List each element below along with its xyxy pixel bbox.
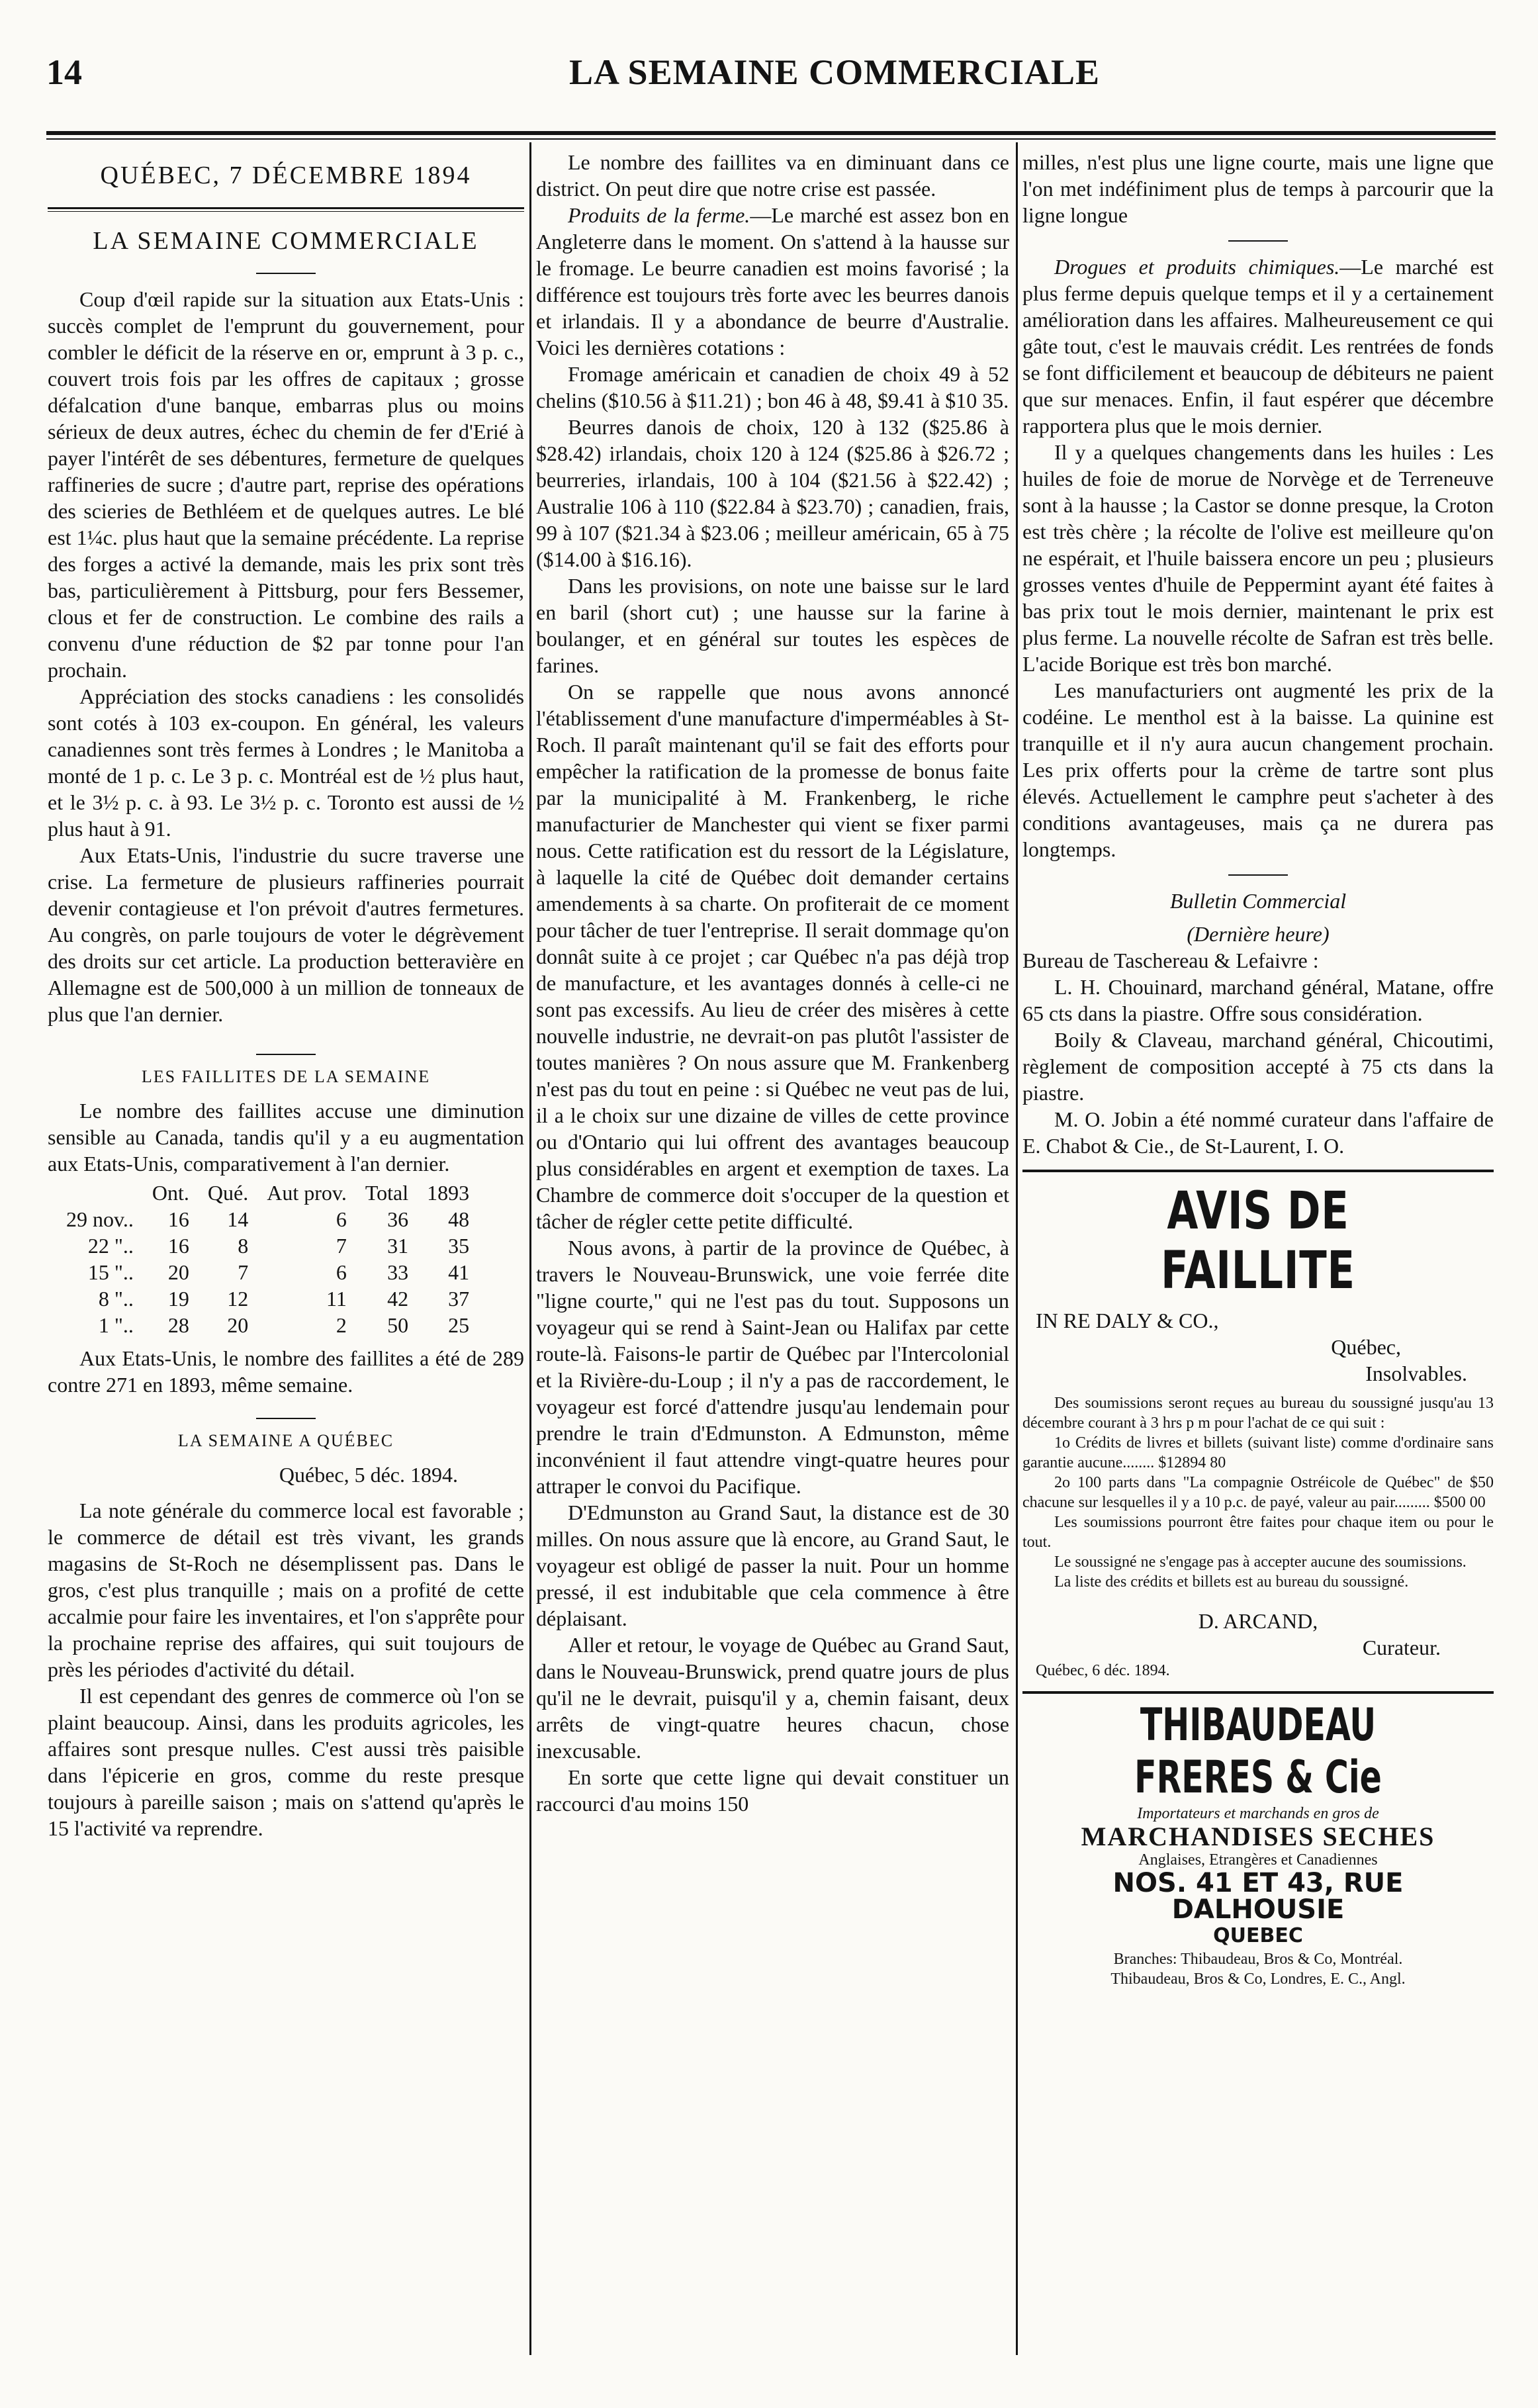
table-cell: 14: [227, 1207, 249, 1231]
table-cell: 1 "..: [98, 1313, 134, 1337]
table-cell: 7: [336, 1234, 347, 1258]
table-cell: 8 "..: [98, 1287, 134, 1311]
section-title: LA SEMAINE COMMERCIALE: [93, 227, 479, 255]
table-row: [57, 1312, 478, 1338]
notice-text: La liste des crédits et billets est au bureau du soussigné.: [1054, 1573, 1409, 1591]
notice-text: Des soumissions seront reçues au bureau du soussigné jusqu'au 13 décembre courant à 3 hrs p m pour l'achat de ce qui suit :: [1022, 1395, 1494, 1432]
table-header: Qué.: [207, 1181, 249, 1205]
notice-signature: D. ARCAND,: [1198, 1609, 1318, 1633]
ad-subtitle: Importateurs et marchands en gros de: [1137, 1805, 1379, 1822]
short-rule: [256, 273, 316, 274]
double-rule: [48, 207, 524, 212]
table-row: [57, 1232, 478, 1259]
bulletin-title: Bulletin Commercial: [1169, 889, 1347, 913]
table-cell: 33: [387, 1260, 409, 1284]
table-cell: 19: [167, 1287, 189, 1311]
column-2: [536, 149, 1009, 2382]
paragraph: On se rappelle que nous avons annoncé l'établissement d'une manufacture d'imperméables à St-Roch. Il paraît maintenant qu'il se fait des efforts pour empêcher la ratification de la promesse de bonus faite par la municipalité à M. Frankenberg, le riche manufacturier de Manchester qui vient se fixer parmi nous. Cette ratification est du ressort de la Législature, à laquelle la cité de Québec doit demander certains amendements à sa charte. On profiterait de ce moment pour tâcher de tuer l'entreprise. Il serait dommage qu'on donnât suite à ce projet ; car Québec n'a pas déjà trop de manufacture, et les avantages donnés à celle-ci ne sont pas excessifs. Au lieu de créer des misères à cette nouvelle industrie, ne devrait-on pas plutôt l'assister de toutes manières ? On nous assure que M. Frankenberg n'est pas du tout en peine : si Québec ne veut pas de lui, il a le choix sur une dizaine de villes de cette province ou d'Ontario qui lui offrent des avantages beaucoup plus considérables en argent et exemption de taxes. La Chambre de commerce doit s'occuper de la question et tâcher de régler cette petite difficulté.: [536, 680, 1009, 1233]
paragraph: milles, n'est plus une ligne courte, mais une ligne que l'on met indéfiniment plus de temps à parcourir que la ligne longue: [1022, 150, 1494, 227]
ad-branches: Thibaudeau, Bros & Co, Londres, E. C., Angl.: [1110, 1970, 1406, 1988]
page-number: 14: [46, 52, 82, 92]
ad-goods-subtitle: Anglaises, Etrangères et Canadiennes: [1138, 1851, 1378, 1869]
column-divider-2: [1016, 142, 1018, 2355]
faillites-table: [57, 1180, 478, 1338]
paragraph: En sorte que cette ligne qui devait constituer un raccourci d'au moins 150: [536, 1765, 1009, 1816]
paragraph: Beurres danois de choix, 120 à 132 ($25.86 à $28.42) irlandais, choix 120 à 124 ($25.86 à $26.72 ; beurreries, irlandais, 100 à 104 ($21.56 à $22.42) ; Australie 106 à 110 ($22.84 à $23.70) ; canadien, frais, 99 à 107 ($21.34 à $23.06 ; meilleur américain, 65 à 75 ($14.00 à $16.16).: [536, 415, 1009, 571]
paragraph: Aller et retour, le voyage de Québec au Grand Saut, dans le Nouveau-Brunswick, prend quatre jours de plus qu'il ne le devrait, puisqu'il y a, chemin faisant, deux arrêts de vingt-quatre heures chacun, chose inexcusable.: [536, 1633, 1009, 1763]
column-3: [1022, 149, 1494, 2382]
table-cell: 22 "..: [87, 1234, 134, 1258]
notice-re: IN RE DALY & CO.,: [1036, 1309, 1219, 1332]
column-divider-1: [529, 142, 531, 2355]
paragraph: Nous avons, à partir de la province de Québec, à travers le Nouveau-Brunswick, une voie ferrée dite "ligne courte," qui ne l'est pas du tout. Supposons un voyageur qui se rend à Saint-Jean ou Halifax par cette route-là. Faisons-le partir de Québec par l'Intercolonial et la Rivière-du-Loup ; il n'y a pas de raccordement, le voyageur est forcé d'attendre jusqu'au lendemain pour prendre le train d'Edmunston. A Edmunston, même inconvénient il faut attendre vingt-quatre heures pour attraper le convoi du Pacifique.: [536, 1236, 1009, 1498]
table-cell: 11: [326, 1287, 347, 1311]
table-cell: 15 "..: [87, 1260, 134, 1284]
table-cell: 20: [167, 1260, 189, 1284]
bulletin-subtitle: (Dernière heure): [1187, 922, 1330, 946]
short-rule: [1228, 240, 1288, 242]
journal-title: LA SEMAINE COMMERCIALE: [569, 52, 1101, 92]
table-header-row: [57, 1180, 478, 1206]
bulletin-bureau: Bureau de Taschereau & Lefaivre :: [1022, 949, 1319, 972]
rubric-text: —Le marché est assez bon en Angleterre dans le moment. On s'attend à la hausse sur le fromage. Le beurre canadien est moins favorisé ; la différence est toujours très forte avec les beurres danois et irlandais. Il y a abondance de beurre d'Australie. Voici les dernières cotations :: [536, 203, 1009, 359]
table-row: [57, 1206, 478, 1232]
paragraph: Appréciation des stocks canadiens : les consolidés sont cotés à 103 ex-coupon. En général, les valeurs canadiennes sont très fermes à Londres ; le Manitoba a monté de 1 p. c. Le 3 p. c. Montréal est de ½ plus haut, et le 3½ p. c. à 93. Le 3½ p. c. Toronto est aussi de ½ plus haut à 91.: [48, 684, 524, 841]
table-cell: 31: [387, 1234, 409, 1258]
paragraph: Coup d'œil rapide sur la situation aux Etats-Unis : succès complet de l'emprunt du gouvernement, pour combler le déficit de la réserve en or, emprunt à 3 p. c., couvert trois fois par les offres de capitaux ; grosse défalcation d'une banque, embarras plus ou moins sérieux de deux autres, échec du chemin de fer d'Erié à payer l'intérêt de ses débentures, fermeture de quelques raffineries de sucre ; d'autre part, reprise des opérations des scieries de Bethléem et de quelques autres. Le blé est 1¼c. plus haut que la semaine précédente. La reprise des forges a activé la demande, mais les prix sont très bas, particulièrement à Pittsburg, pour fers Bessemer, clous et fer de construction. Le combine des rails a convenu d'une réduction de $2 par tonne pour l'an prochain.: [48, 287, 524, 682]
table-cell: 25: [448, 1313, 470, 1337]
ad-city: QUEBEC: [1213, 1924, 1303, 1947]
table-row: [57, 1259, 478, 1285]
table-cell: 41: [448, 1260, 470, 1284]
table-cell: 20: [227, 1313, 249, 1337]
notice-title: AVIS DE FAILLITE: [1161, 1181, 1355, 1301]
rubric-lead: Drogues et produits chimiques.: [1054, 255, 1340, 279]
header-rule-thick: [46, 131, 1496, 135]
table-cell: 8: [238, 1234, 249, 1258]
paragraph: La note générale du commerce local est favorable ; le commerce de détail est très vivant, les grands magasins de St-Roch ne désemplissent pas. Dans le gros, c'est plus tranquille ; mais on a profité de cette accalmie pour faire les inventaires, et l'on s'apprête pour la prochaine reprise des affaires, qui suit toujours de près les périodes d'activité du détail.: [48, 1499, 524, 1681]
paragraph: Le nombre des faillites accuse une diminution sensible au Canada, tandis qu'il y a eu augmentation aux Etats-Unis, comparativement à l'an dernier.: [48, 1099, 524, 1176]
ad-company-name: THIBAUDEAU FRERES & Cie: [1134, 1699, 1382, 1804]
table-cell: 48: [448, 1207, 470, 1231]
rubric-lead: Produits de la ferme.: [568, 203, 750, 227]
notice-insolvables: Insolvables.: [1365, 1362, 1467, 1385]
table-cell: 50: [387, 1313, 409, 1337]
header-rule-thin: [46, 138, 1496, 140]
notice-text: 1o Crédits de livres et billets (suivant liste) comme d'ordinaire sans garantie aucune........ $12894 80: [1022, 1434, 1494, 1471]
short-rule: [256, 1054, 316, 1055]
paragraph: D'Edmunston au Grand Saut, la distance est de 30 milles. On nous assure que là encore, au Grand Saut, le voyageur est obligé de passer la nuit. Pour un homme pressé, il est indubitable que cela commence à être déplaisant.: [536, 1501, 1009, 1630]
paragraph: Il y a quelques changements dans les huiles : Les huiles de foie de morue de Norvège et de Terreneuve sont à la hausse ; la Castor se donne presque, la Croton est très chère ; la récolte de l'olive est meilleure qu'on ne espérait, et l'huile baissera encore un peu ; plusieurs grosses ventes d'huile de Peppermint ayant été faites à bas prix tout le mois dernier, maintenant le prix est plus ferme. La nouvelle récolte de Safran est très belle. L'acide Borique est très bon marché.: [1022, 440, 1494, 676]
thibaudeau-advertisement: [1022, 1691, 1494, 1989]
notice-text: 2o 100 parts dans "La compagnie Ostréicole de Québec" de $50 chacune sur lesquelles il y a 10 p.c. de payé, valeur au pair......... $500 00: [1022, 1474, 1494, 1511]
table-cell: 6: [336, 1260, 347, 1284]
table-cell: 16: [167, 1207, 189, 1231]
paragraph: Aux Etats-Unis, l'industrie du sucre traverse une crise. La fermeture de plusieurs raffineries pourrait devenir contagieuse et l'on prévoit d'autres fermetures. Au congrès, on parle toujours de voter le dégrèvement des droits sur cet article. La production betteravière en Allemagne est de 500,000 à un million de tonneaux de plus que l'an dernier.: [48, 843, 524, 1026]
table-row: [57, 1285, 478, 1312]
table-header: Aut prov.: [267, 1181, 347, 1205]
table-header: [57, 1180, 143, 1206]
paragraph: Dans les provisions, on note une baisse sur le lard en baril (short cut) ; une hausse sur la farine à boulanger, et en général sur toutes les espèces de farines.: [536, 574, 1009, 677]
paragraph: M. O. Jobin a été nommé curateur dans l'affaire de E. Chabot & Cie., de St-Laurent, I. O.: [1022, 1107, 1494, 1158]
ad-goods: MARCHANDISES SECHES: [1081, 1822, 1435, 1851]
table-header: Total: [365, 1181, 409, 1205]
paragraph: Aux Etats-Unis, le nombre des faillites a été de 289 contre 271 en 1893, même semaine.: [48, 1346, 524, 1397]
notice-date: Québec, 6 déc. 1894.: [1036, 1662, 1170, 1679]
short-rule: [256, 1418, 316, 1419]
paragraph: Fromage américain et canadien de choix 49 à 52 chelins ($10.56 à $11.21) ; bon 46 à 48, $9.41 à $10 35.: [536, 362, 1009, 412]
notice-text: Le soussigné ne s'engage pas à accepter aucune des soumissions.: [1054, 1553, 1467, 1571]
table-cell: 36: [387, 1207, 409, 1231]
table-cell: 2: [336, 1313, 347, 1337]
rubric-text: —Le marché est plus ferme depuis quelque temps et il y a certainement amélioration dans les affaires. Malheureusement ce qui gâte tout, c'est le mauvais crédit. Les rentrées de fonds se font difficilement et beaucoup de débiteurs ne paient que sur menaces. Enfin, il faut espérer que décembre rapportera plus que le mois dernier.: [1022, 255, 1494, 438]
table-header: Ont.: [152, 1181, 189, 1205]
ad-address: NOS. 41 ET 43, RUE DALHOUSIE: [1112, 1868, 1404, 1925]
paragraph: Il est cependant des genres de commerce où l'on se plaint beaucoup. Ainsi, dans les produits agricoles, les affaires sont presque nulles. C'est aussi très paisible dans l'épicerie en gros, comme du reste presque toujours à pareille saison ; mais on s'attend qu'après le 15 l'activité va reprendre.: [48, 1684, 524, 1840]
short-rule: [1228, 874, 1288, 876]
avis-de-faillite-notice: [1022, 1170, 1494, 1681]
table-cell: 6: [336, 1207, 347, 1231]
paragraph: Les manufacturiers ont augmenté les prix de la codéine. Le menthol est à la baisse. La quinine est tranquille et il n'y aura aucun changement prochain. Les prix offerts pour la crème de tartre sont plus élevés. Actuellement le camphre peut s'acheter à des conditions avantageuses, mais ça ne durera pas longtemps.: [1022, 678, 1494, 861]
subsection-title: LES FAILLITES DE LA SEMAINE: [141, 1067, 431, 1086]
paragraph: Boily & Claveau, marchand général, Chicoutimi, règlement de composition accepté à 75 cts dans la piastre.: [1022, 1028, 1494, 1105]
table-cell: 42: [387, 1287, 409, 1311]
subsection-title: LA SEMAINE A QUÉBEC: [177, 1431, 394, 1450]
table-cell: 37: [448, 1287, 470, 1311]
notice-place: Québec,: [1331, 1335, 1401, 1359]
dateline: QUÉBEC, 7 DÉCEMBRE 1894: [100, 162, 472, 189]
table-cell: 29 nov..: [66, 1207, 134, 1231]
table-header: 1893: [427, 1181, 470, 1205]
table-cell: 7: [238, 1260, 249, 1284]
column-1: [48, 149, 524, 2382]
notice-role: Curateur.: [1362, 1636, 1441, 1659]
notice-text: Les soumissions pourront être faites pour chaque item ou pour le tout.: [1022, 1514, 1494, 1551]
table-cell: 28: [167, 1313, 189, 1337]
paragraph: [536, 202, 1009, 361]
table-cell: 12: [227, 1287, 249, 1311]
table-cell: 35: [448, 1234, 470, 1258]
dateline-quebec: Québec, 5 déc. 1894.: [279, 1463, 458, 1487]
paragraph: [1022, 254, 1494, 439]
paragraph: L. H. Chouinard, marchand général, Matane, offre 65 cts dans la piastre. Offre sous considération.: [1022, 975, 1494, 1025]
table-cell: 16: [167, 1234, 189, 1258]
page-header: [46, 52, 1496, 98]
paragraph: Le nombre des faillites va en diminuant dans ce district. On peut dire que notre crise est passée.: [536, 150, 1009, 201]
ad-branches: Branches: Thibaudeau, Bros & Co, Montréal.: [1113, 1951, 1403, 1968]
